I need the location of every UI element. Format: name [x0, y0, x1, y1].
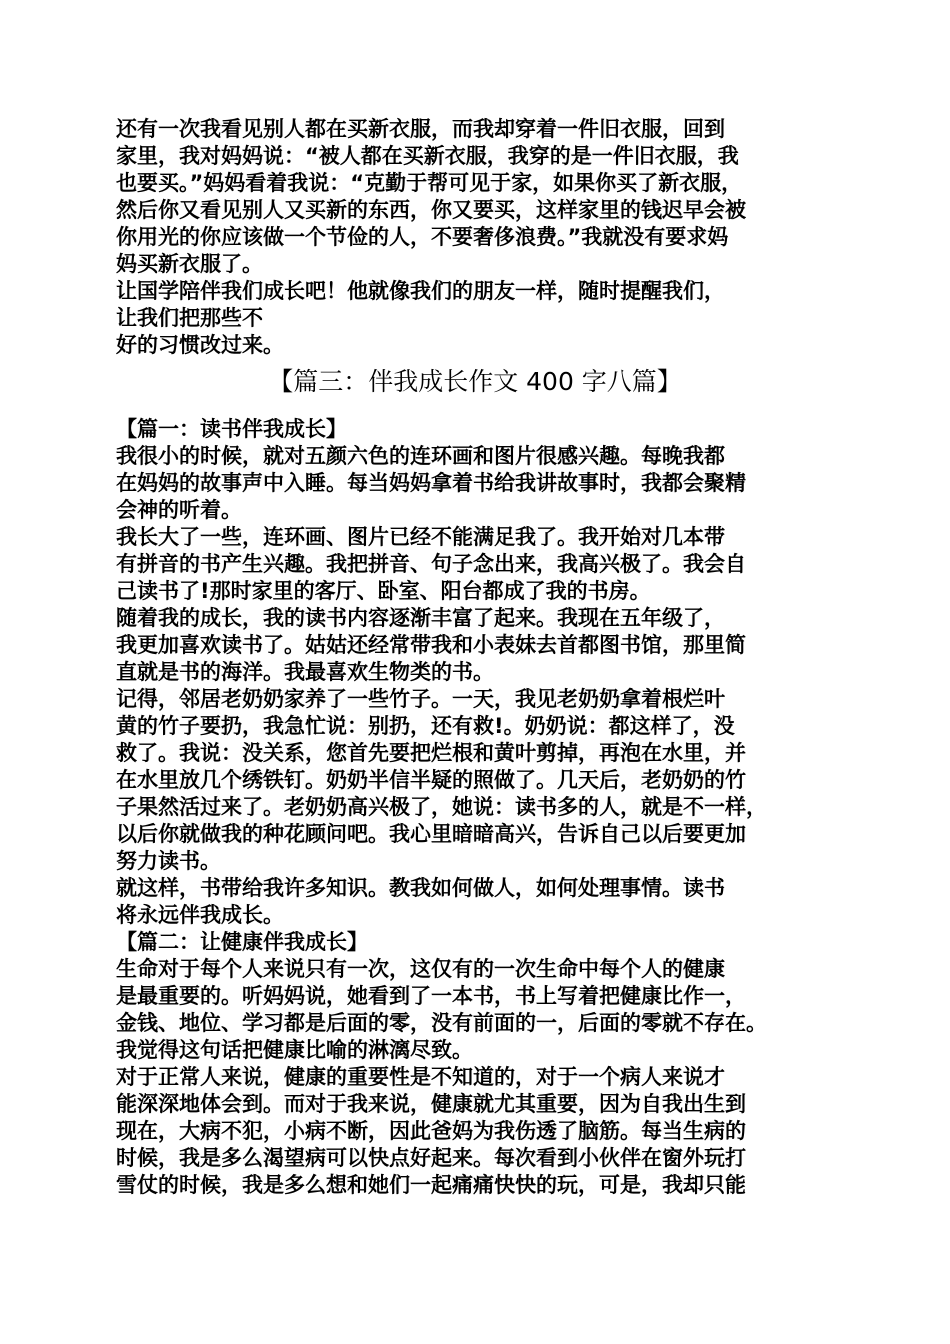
text-line: 然后你又看见别人又买新的东西，你又要买，这样家里的钱迟早会被	[116, 198, 746, 222]
text-line: 家里，我对妈妈说：“被人都在买新衣服，我穿的是一件旧衣服，我	[116, 144, 739, 168]
text-line: 能深深地体会到。而对于我来说，健康就尤其重要，因为自我出生到	[116, 1092, 746, 1116]
text-line: 我长大了一些，连环画、图片已经不能满足我了。我开始对几本带	[116, 525, 725, 549]
text-line: 生命对于每个人来说只有一次，这仅有的一次生命中每个人的健康	[116, 957, 725, 981]
text-line: 我更加喜欢读书了。姑姑还经常带我和小表妹去首都图书馆，那里简	[116, 633, 746, 657]
text-line: 雪仗的时候，我是多么想和她们一起痛痛快快的玩，可是，我却只能	[116, 1173, 746, 1197]
text-line: 【篇一：读书伴我成长】	[116, 417, 347, 441]
text-line: 直就是书的海洋。我最喜欢生物类的书。	[116, 660, 494, 684]
text-line: 努力读书。	[116, 849, 221, 873]
text-line: 有拼音的书产生兴趣。我把拼音、句子念出来，我高兴极了。我会自	[116, 552, 746, 576]
text-line: 就这样，书带给我许多知识。教我如何做人，如何处理事情。读书	[116, 876, 725, 900]
section-heading: 【篇三：伴我成长作文 400 字八篇】	[268, 367, 682, 396]
text-line: 也要买。”妈妈看着我说：“克勤于帮可见于家，如果你买了新衣服，	[116, 171, 743, 195]
text-line: 将永远伴我成长。	[116, 903, 284, 927]
text-line: 让我们把那些不	[116, 306, 263, 330]
text-line: 黄的竹子要扔，我急忙说：别扔，还有救!。奶奶说：都这样了，没	[116, 714, 735, 738]
text-line: 你用光的你应该做一个节俭的人，不要奢侈浪费。”我就没有要求妈	[116, 225, 729, 249]
text-line: 是最重要的。听妈妈说，她看到了一本书，书上写着把健康比作一，	[116, 984, 746, 1008]
text-line: 在水里放几个绣铁钉。奶奶半信半疑的照做了。几天后，老奶奶的竹	[116, 768, 746, 792]
text-line: 我很小的时候，就对五颜六色的连环画和图片很感兴趣。每晚我都	[116, 444, 725, 468]
text-line: 金钱、地位、学习都是后面的零，没有前面的一，后面的零就不存在。	[116, 1011, 767, 1035]
text-line: 记得，邻居老奶奶家养了一些竹子。一天，我见老奶奶拿着根烂叶	[116, 687, 725, 711]
text-line: 还有一次我看见别人都在买新衣服，而我却穿着一件旧衣服，回到	[116, 117, 725, 141]
text-line: 在妈妈的故事声中入睡。每当妈妈拿着书给我讲故事时，我都会聚精	[116, 471, 746, 495]
text-line: 我觉得这句话把健康比喻的淋漓尽致。	[116, 1038, 473, 1062]
text-line: 【篇二：让健康伴我成长】	[116, 930, 368, 954]
text-line: 己读书了!那时家里的客厅、卧室、阳台都成了我的书房。	[116, 579, 651, 603]
text-line: 妈买新衣服了。	[116, 252, 263, 276]
text-line: 现在，大病不犯，小病不断，因此爸妈为我伤透了脑筋。每当生病的	[116, 1119, 746, 1143]
text-line: 子果然活过来了。老奶奶高兴极了，她说：读书多的人，就是不一样，	[116, 795, 767, 819]
text-line: 时候，我是多么渴望病可以快点好起来。每次看到小伙伴在窗外玩打	[116, 1146, 746, 1170]
text-line: 好的习惯改过来。	[116, 333, 284, 357]
text-line: 随着我的成长，我的读书内容逐渐丰富了起来。我现在五年级了，	[116, 606, 725, 630]
text-line: 救了。我说：没关系，您首先要把烂根和黄叶剪掉，再泡在水里，并	[116, 741, 746, 765]
text-line: 让国学陪伴我们成长吧！他就像我们的朋友一样，随时提醒我们，	[116, 279, 725, 303]
text-line: 会神的听着。	[116, 498, 242, 522]
text-line: 对于正常人来说，健康的重要性是不知道的，对于一个病人来说才	[116, 1065, 725, 1089]
text-line: 以后你就做我的种花顾问吧。我心里暗暗高兴，告诉自己以后要更加	[116, 822, 746, 846]
